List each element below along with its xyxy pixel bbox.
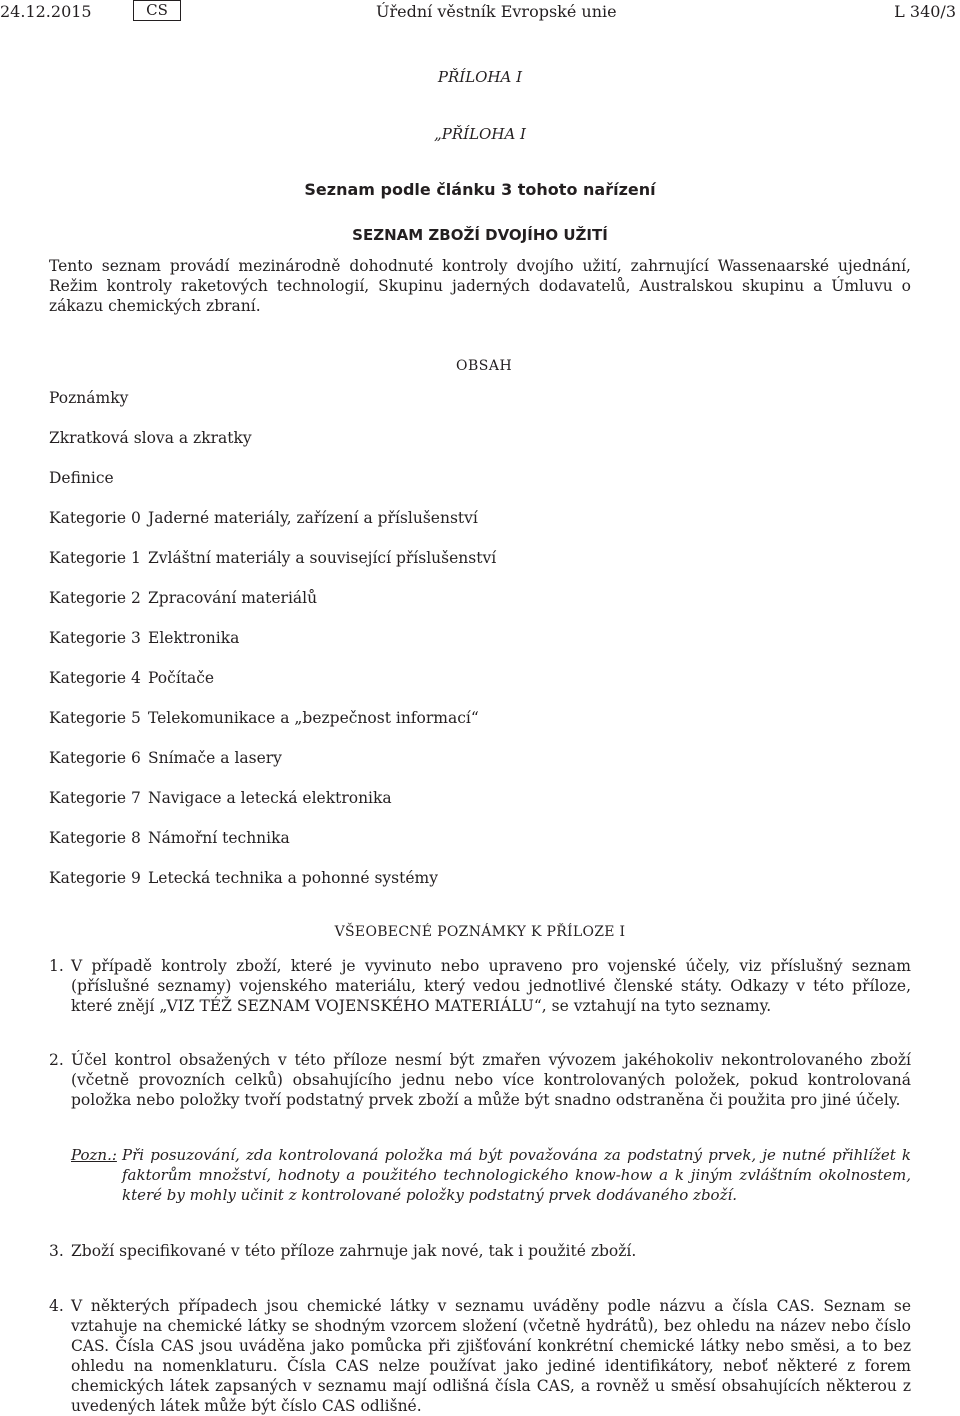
toc-item-definitions: Definice <box>49 469 114 487</box>
general-note <box>49 956 911 1018</box>
toc-category-title: Počítače <box>148 669 215 687</box>
remark-text: Při posuzování, zda kontrolovaná položka má být považována za podstatný prvek, je nutné přihlížet k faktorům množství, hodnoty a použitého technologického know-how a k jiným zvláštním okolnostem, které by mohly učinit z kontrolované položky podstatný prvek dodávaného zboží. <box>122 1146 911 1204</box>
list-subtitle: SEZNAM ZBOŽÍ DVOJÍHO UŽITÍ <box>352 226 608 244</box>
toc-category-title: Jaderné materiály, zařízení a příslušenství <box>148 509 478 527</box>
general-note <box>49 1241 911 1263</box>
toc-category-title: Zvláštní materiály a související příslušenství <box>148 549 497 567</box>
toc-category-label: Kategorie 4 <box>49 669 141 687</box>
toc-category-title: Snímače a lasery <box>148 749 282 767</box>
language-badge: CS <box>133 0 181 21</box>
page-reference: L 340/3 <box>894 2 956 21</box>
annex-title: PŘÍLOHA I <box>437 68 523 86</box>
toc-category-label: Kategorie 9 <box>49 869 141 887</box>
toc-category-label: Kategorie 5 <box>49 709 141 727</box>
contents-heading: OBSAH <box>456 358 513 374</box>
toc-category-label: Kategorie 1 <box>49 549 141 567</box>
toc-category-title: Telekomunikace a „bezpečnost informací“ <box>148 709 479 727</box>
toc-category-label: Kategorie 8 <box>49 829 141 847</box>
toc-category-label: Kategorie 0 <box>49 509 141 527</box>
toc-category-title: Námořní technika <box>148 829 290 847</box>
general-note <box>49 1050 911 1112</box>
journal-title: Úřední věstník Evropské unie <box>376 2 617 21</box>
note-text: Účel kontrol obsažených v této příloze nesmí být zmařen vývozem jakéhokoliv nekontrolovaného zboží (včetně provozních celků) obsahujícího jednu nebo více kontrolovaných položek, pokud kontrolovaná položka nebo položky tvoří podstatný prvek zboží a může být snadno odstraněna či použita pro jiné účely. <box>71 1051 911 1109</box>
toc-category-title: Letecká technika a pohonné systémy <box>148 869 438 887</box>
toc-category-label: Kategorie 3 <box>49 629 141 647</box>
annex-title-quoted: „PŘÍLOHA I <box>434 125 526 143</box>
note-number: 1. <box>49 957 64 975</box>
toc-item-notes: Poznámky <box>49 389 129 407</box>
note-number: 3. <box>49 1242 64 1260</box>
note-text: V případě kontroly zboží, které je vyvinuto nebo upraveno pro vojenské účely, viz příslušný seznam (příslušné seznamy) vojenského materiálu, který vedou jednotlivé členské státy. Odkazy v této příloze, které znějí „VIZ TÉŽ SEZNAM VOJENSKÉHO MATERIÁLU“, se vztahují na tyto seznamy. <box>71 957 911 1015</box>
note-text: V některých případech jsou chemické látky v seznamu uváděny podle názvu a čísla CAS. Seznam se vztahuje na chemické látky se shodným vzorcem složení (včetně hydrátů), bez ohledu na název nebo číslo CAS. Čísla CAS jsou uváděna jako pomůcka při zjišťování konkrétní chemické látky nebo směsi, a to bez ohledu na nomenklaturu. Čísla CAS nelze používat jako jediné identifikátory, neboť některé z forem chemických látek zapsaných v seznamu mají odlišná čísla CAS, a rovněž u směsí obsahujících některou z uvedených látek může být číslo CAS odlišné. <box>71 1297 911 1415</box>
toc-category-label: Kategorie 6 <box>49 749 141 767</box>
note-number: 4. <box>49 1297 64 1315</box>
toc-category-title: Zpracování materiálů <box>148 589 318 607</box>
general-notes-heading: VŠEOBECNÉ POZNÁMKY K PŘÍLOZE I <box>334 924 626 940</box>
page-header <box>0 0 960 30</box>
general-note <box>49 1296 911 1415</box>
intro-paragraph: Tento seznam provádí mezinárodně dohodnuté kontroly dvojího užití, zahrnující Wassenaarské ujednání, Režim kontroly raketových technologií, Skupinu jaderných dodavatelů, Australskou skupinu a Úmluvu o zákazu chemických zbraní. <box>49 257 911 315</box>
list-title: Seznam podle článku 3 tohoto nařízení <box>304 180 656 199</box>
note-text: Zboží specifikované v této příloze zahrnuje jak nové, tak i použité zboží. <box>71 1242 637 1260</box>
toc-item-abbreviations: Zkratková slova a zkratky <box>49 429 252 447</box>
toc-category-label: Kategorie 2 <box>49 589 141 607</box>
toc-category-title: Elektronika <box>148 629 240 647</box>
toc-category-title: Navigace a letecká elektronika <box>148 789 392 807</box>
note-number: 2. <box>49 1051 64 1069</box>
publication-date: 24.12.2015 <box>0 2 92 21</box>
remark-label: Pozn.: <box>71 1146 117 1164</box>
toc-category-label: Kategorie 7 <box>49 789 141 807</box>
